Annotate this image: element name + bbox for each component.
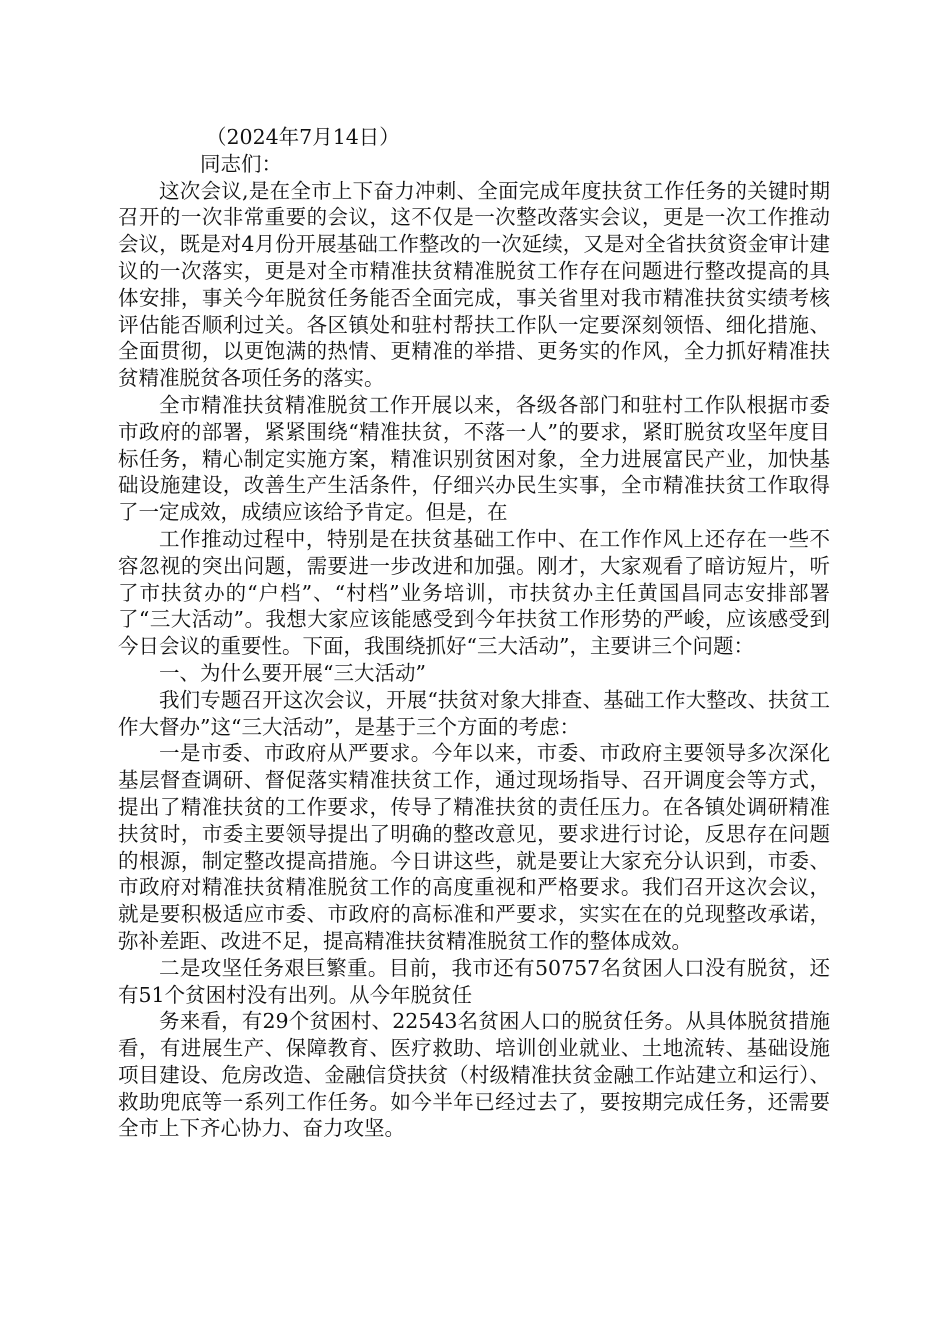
section-heading: 一、为什么要开展“三大活动”	[159, 660, 426, 685]
paragraph: 务来看，有29个贫困村、22543名贫困人口的脱贫任务。从具体脱贫措施看，有进展生产、保障教育、医疗救助、培训创业就业、土地流转、基础设施项目建设、危房改造、金融信贷扶贫（村级精准扶贫金融工作站建立和运行）、救助兜底等一系列工作任务。如今半年已经过去了，要按期完成任务，还需要全市上下齐心协力、奋力攻坚。	[118, 1009, 830, 1141]
paragraph: 二是攻坚任务艰巨繁重。目前，我市还有50757名贫困人口没有脱贫，还有51个贫困村没有出列。从今年脱贫任	[118, 955, 830, 1007]
paragraph: 全市精准扶贫精准脱贫工作开展以来，各级各部门和驻村工作队根据市委市政府的部署，紧紧围绕“精准扶贫，不落一人”的要求，紧盯脱贫攻坚年度目标任务，精心制定实施方案，精准识别贫困对象，全力进展富民产业，加快基础设施建设，改善生产生活条件，仔细兴办民生实事，全市精准扶贫工作取得了一定成效，成绩应该给予肯定。但是，在	[118, 392, 830, 525]
date-line: （2024年7月14日）	[206, 125, 400, 149]
document-body	[118, 124, 830, 1142]
paragraph: 一是市委、市政府从严要求。今年以来，市委、市政府主要领导多次深化基层督查调研、督促落实精准扶贫工作，通过现场指导、召开调度会等方式，提出了精准扶贫的工作要求，传导了精准扶贫的责任压力。在各镇处调研精准扶贫时，市委主要领导提出了明确的整改意见，要求进行讨论，反思存在问题的根源，制定整改提高措施。今日讲这些，就是要让大家充分认识到，市委、市政府对精准扶贫精准脱贫工作的高度重视和严格要求。我们召开这次会议，就是要积极适应市委、市政府的高标准和严要求，实实在在的兑现整改承诺，弥补差距、改进不足，提高精准扶贫精准脱贫工作的整体成效。	[118, 741, 830, 953]
paragraph: 工作推动过程中，特别是在扶贫基础工作中、在工作作风上还存在一些不容忽视的突出问题，需要进一步改进和加强。刚才，大家观看了暗访短片，听了市扶贫办的“户档”、“村档”业务培训，市扶贫办主任黄国昌同志安排部署了“三大活动”。我想大家应该能感受到今年扶贫工作形势的严峻，应该感受到今日会议的重要性。下面，我围绕抓好“三大活动”，主要讲三个问题：	[118, 526, 830, 659]
paragraph: 我们专题召开这次会议，开展“扶贫对象大排查、基础工作大整改、扶贫工作大督办”这“三大活动”，是基于三个方面的考虑：	[118, 687, 830, 739]
greeting: 同志们：	[200, 151, 282, 176]
paragraph: 这次会议,是在全市上下奋力冲刺、全面完成年度扶贫工作任务的关键时期召开的一次非常重要的会议，这不仅是一次整改落实会议，更是一次工作推动会议，既是对4月份开展基础工作整改的一次延续，又是对全省扶贫资金审计建议的一次落实，更是对全市精准扶贫精准脱贫工作存在问题进行整改提高的具体安排，事关今年脱贫任务能否全面完成，事关省里对我市精准扶贫实绩考核评估能否顺利过关。各区镇处和驻村帮扶工作队一定要深刻领悟、细化措施、全面贯彻，以更饱满的热情、更精准的举措、更务实的作风，全力抓好精准扶贫精准脱贫各项任务的落实。	[118, 178, 830, 391]
